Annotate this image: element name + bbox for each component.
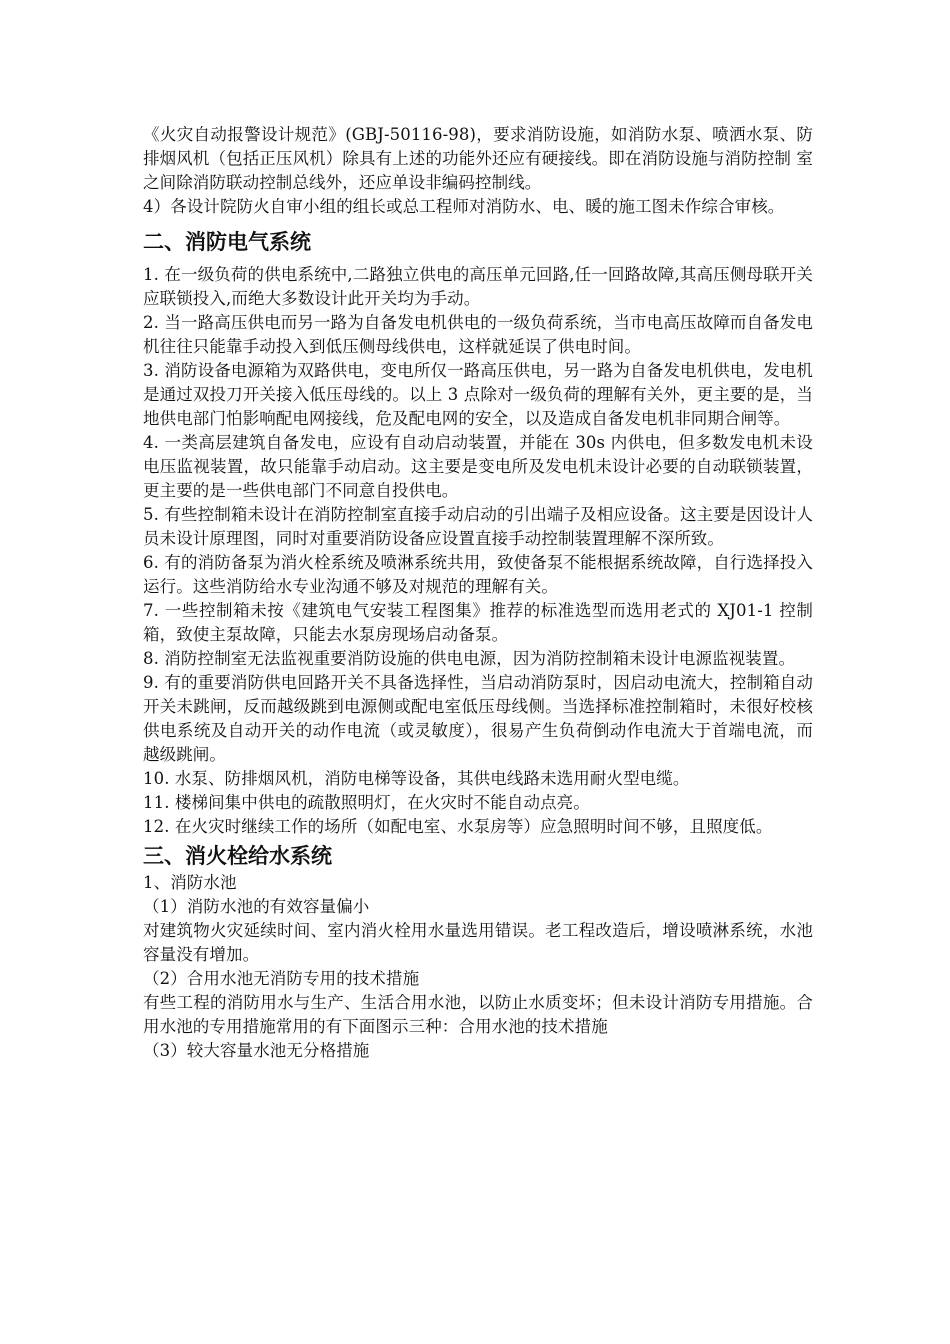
section-heading-electrical: 二、消防电气系统 (143, 230, 311, 254)
hydrant-point-2: （2）合用水池无消防专用的技术措施 (143, 969, 420, 988)
electrical-item-1: 1. 在一级负荷的供电系统中,二路独立供电的高压单元回路,任一回路故障,其高压侧母联开关应联锁投入,而绝大多数设计此开关均为手动。 (143, 265, 813, 308)
electrical-item-12: 12. 在火灾时继续工作的场所（如配电室、水泵房等）应急照明时间不够，且照度低。 (143, 817, 773, 836)
hydrant-subheading-pool: 1、消防水池 (143, 873, 237, 892)
intro-paragraph-2: 4）各设计院防火自审小组的组长或总工程师对消防水、电、暖的施工图未作综合审核。 (143, 197, 785, 216)
electrical-item-2: 2. 当一路高压供电而另一路为自备发电机供电的一级负荷系统，当市电高压故障而自备发电机往往只能靠手动投入到低压侧母线供电，这样就延误了供电时间。 (143, 313, 813, 356)
electrical-item-11: 11. 楼梯间集中供电的疏散照明灯，在火灾时不能自动点亮。 (143, 793, 590, 812)
intro-paragraph-1: 《火灾自动报警设计规范》(GBJ-50116-98)，要求消防设施，如消防水泵、喷洒水泵、防排烟风机（包括正压风机）除具有上述的功能外还应有硬接线。即在消防设施与消防控制 室之间除消防联动控制总线外，还应单设非编码控制线。 (143, 125, 813, 192)
electrical-item-6: 6. 有的消防备泵为消火栓系统及喷淋系统共用，致使备泵不能根据系统故障，自行选择投入运行。这些消防给水专业沟通不够及对规范的理解有关。 (143, 553, 813, 596)
hydrant-point-1: （1）消防水池的有效容量偏小 (143, 897, 370, 916)
electrical-item-4: 4. 一类高层建筑自备发电，应设有自动启动装置，并能在 30s 内供电，但多数发电机未设电压监视装置，故只能靠手动启动。这主要是变电所及发电机未设计必要的自动联锁装置，更主要的是一些供电部门不同意自投供电。 (143, 433, 813, 500)
electrical-item-5: 5. 有些控制箱未设计在消防控制室直接手动启动的引出端子及相应设备。这主要是因设计人员未设计原理图，同时对重要消防设备应设置直接手动控制装置理解不深所致。 (143, 505, 813, 548)
hydrant-paragraph-1: 对建筑物火灾延续时间、室内消火栓用水量选用错误。老工程改造后，增设喷淋系统，水池容量没有增加。 (143, 921, 813, 964)
electrical-item-9: 9. 有的重要消防供电回路开关不具备选择性，当启动消防泵时，因启动电流大，控制箱自动开关未跳闸，反而越级跳到电源侧或配电室低压母线侧。当选择标准控制箱时，未很好校核供电系统及自动开关的动作电流（或灵敏度），很易产生负荷倒动作电流大于首端电流，而越级跳闸。 (143, 673, 813, 764)
hydrant-paragraph-2: 有些工程的消防用水与生产、生活合用水池，以防止水质变坏；但未设计消防专用措施。合用水池的专用措施常用的有下面图示三种：合用水池的技术措施 (143, 993, 813, 1036)
electrical-item-8: 8. 消防控制室无法监视重要消防设施的供电电源，因为消防控制箱未设计电源监视装置。 (143, 649, 796, 668)
section-heading-hydrant: 三、消火栓给水系统 (143, 844, 332, 868)
hydrant-point-3: （3）较大容量水池无分格措施 (143, 1041, 370, 1060)
document-page (143, 123, 813, 1063)
electrical-item-7: 7. 一些控制箱未按《建筑电气安装工程图集》推荐的标准选型而选用老式的 XJ01-1 控制箱，致使主泵故障，只能去水泵房现场启动备泵。 (143, 601, 813, 644)
electrical-item-10: 10. 水泵、防排烟风机，消防电梯等设备，其供电线路未选用耐火型电缆。 (143, 769, 690, 788)
electrical-item-3: 3. 消防设备电源箱为双路供电，变电所仅一路高压供电，另一路为自备发电机供电，发电机是通过双投刀开关接入低压母线的。以上 3 点除对一级负荷的理解有关外，更主要的是，当地供电部门怕影响配电网接线，危及配电网的安全，以及造成自备发电机非同期合闸等。 (143, 361, 813, 428)
